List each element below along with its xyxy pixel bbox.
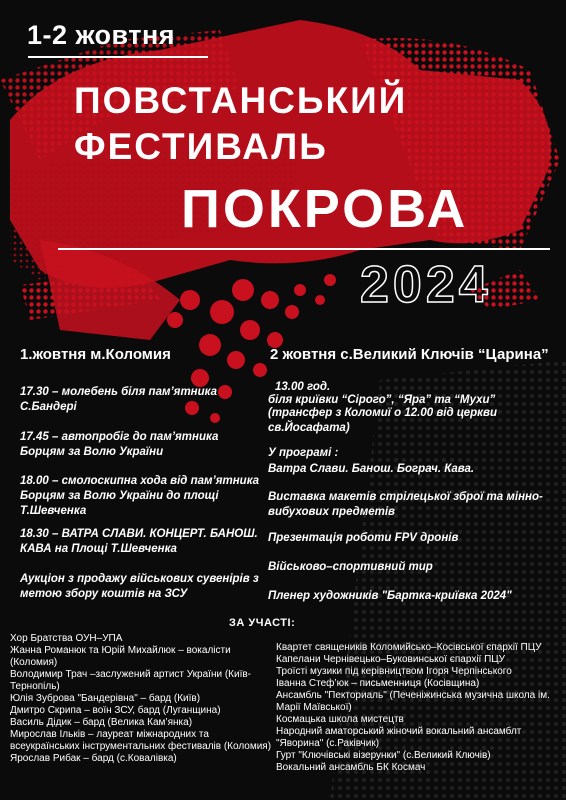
day2-transfer: (трансфер з Коломиї о 12.00 від церкви св.Йосафата): [268, 407, 497, 434]
day2-program-heading: У програмі :: [268, 447, 339, 459]
participant-item: Жанна Романюк та Юрій Михайлюк – вокалісти (Коломия): [10, 645, 231, 668]
day2-time: 13.00 год.: [275, 381, 331, 393]
day2-program-item: Військово–спортивний тир: [268, 561, 433, 573]
day1-event: Аукціон з продажу військових сувенірів з метою збору коштів на ЗСУ: [20, 573, 259, 600]
participant-item: Космацька школа мистецтв: [276, 714, 404, 725]
festival-dates: 1-2 жовтня: [27, 20, 176, 50]
day1-heading: 1.жовтня м.Коломия: [20, 346, 171, 363]
day2-program-item: Пленер художників "Бартка-криївка 2024": [268, 590, 512, 602]
divider-line: [28, 56, 208, 58]
day1-event: 17.45 – автопробіг до пам’ятника Борцям за Волю України: [20, 431, 219, 458]
participant-item: Вокальний ансамбль БК Космач: [276, 762, 426, 773]
participant-item: Ярослав Рибак – бард (с.Ковалівка): [10, 753, 177, 764]
participants-left-list: [10, 633, 275, 765]
participant-item: Хор Братства ОУН–УПА: [10, 633, 123, 644]
participant-item: Ансамбль "Пекториаль" (Печеніжинська музична школа ім. Марії Маївської): [276, 690, 550, 713]
day1-event: 17.30 – молебень біля пам’ятника С.Бандері: [20, 386, 218, 413]
participant-item: Гурт "Ключівські візерунки" (с.Великий Ключів): [276, 750, 491, 761]
participant-item: Василь Дідик – бард (Велика Кам’янка): [10, 717, 193, 728]
day2-program-item: Презентація роботи FPV дронів: [268, 532, 459, 544]
participant-item: Квартет священиків Коломийсько–Косівської єпархії ПЦУ: [276, 642, 542, 653]
divider-line: [58, 248, 550, 250]
participants-right-list: [276, 642, 561, 774]
participant-item: Іванна Стеф’юк – письменниця (Косівщина): [276, 678, 480, 689]
participant-item: Юлія Зуброва "Бандерівна" – бард (Київ): [10, 693, 201, 704]
day2-program-item: Виставка макетів стрілецької зброї та мінно-вибухових предметів: [268, 491, 543, 518]
participant-item: Народний аматорський жіночий вокальний ансамблт "Яворина" (с.Раківчик): [276, 726, 522, 749]
participant-item: Мирослав Ільків – лауреат міжнародних та всеукраїнських інструментальних фестивалів (Коломия): [10, 729, 272, 752]
festival-year: 2024: [360, 256, 492, 314]
day1-event: 18.30 – ВАТРА СЛАВИ. КОНЦЕРТ. БАНОШ. КАВА на Площі Т.Шевченка: [20, 528, 258, 555]
festival-title-line3: ПОКРОВА: [181, 179, 469, 239]
day1-event: 18.00 – смолоскипна хода від пам’ятника Борцям за Волю України до площі Т.Шевченка: [20, 475, 260, 517]
participant-item: Троїсті музики під керівництвом Ігоря Черпінського: [276, 666, 512, 677]
festival-title-line2: ФЕСТИВАЛЬ: [74, 126, 328, 167]
participants-heading: ЗА УЧАСТІ:: [229, 617, 296, 629]
day2-program-item: Ватра Слави. Банош. Бограч. Кава.: [268, 463, 475, 475]
day2-heading: 2 жовтня с.Великий Ключів “Царина”: [270, 346, 549, 363]
participant-item: Володимир Трач –заслужений артист України (Київ-Тернопіль): [10, 669, 251, 692]
participant-item: Капелани Чернівецько–Буковинської єпархії ПЦУ: [276, 654, 506, 665]
festival-title-line1: ПОВСТАНСЬКИЙ: [74, 80, 408, 121]
day2-location: біля криївки “Сірого”, “Яра” та “Мухи”: [268, 394, 496, 406]
participant-item: Дмитро Скрипа – воїн ЗСУ, бард (Луганщина): [10, 705, 221, 716]
